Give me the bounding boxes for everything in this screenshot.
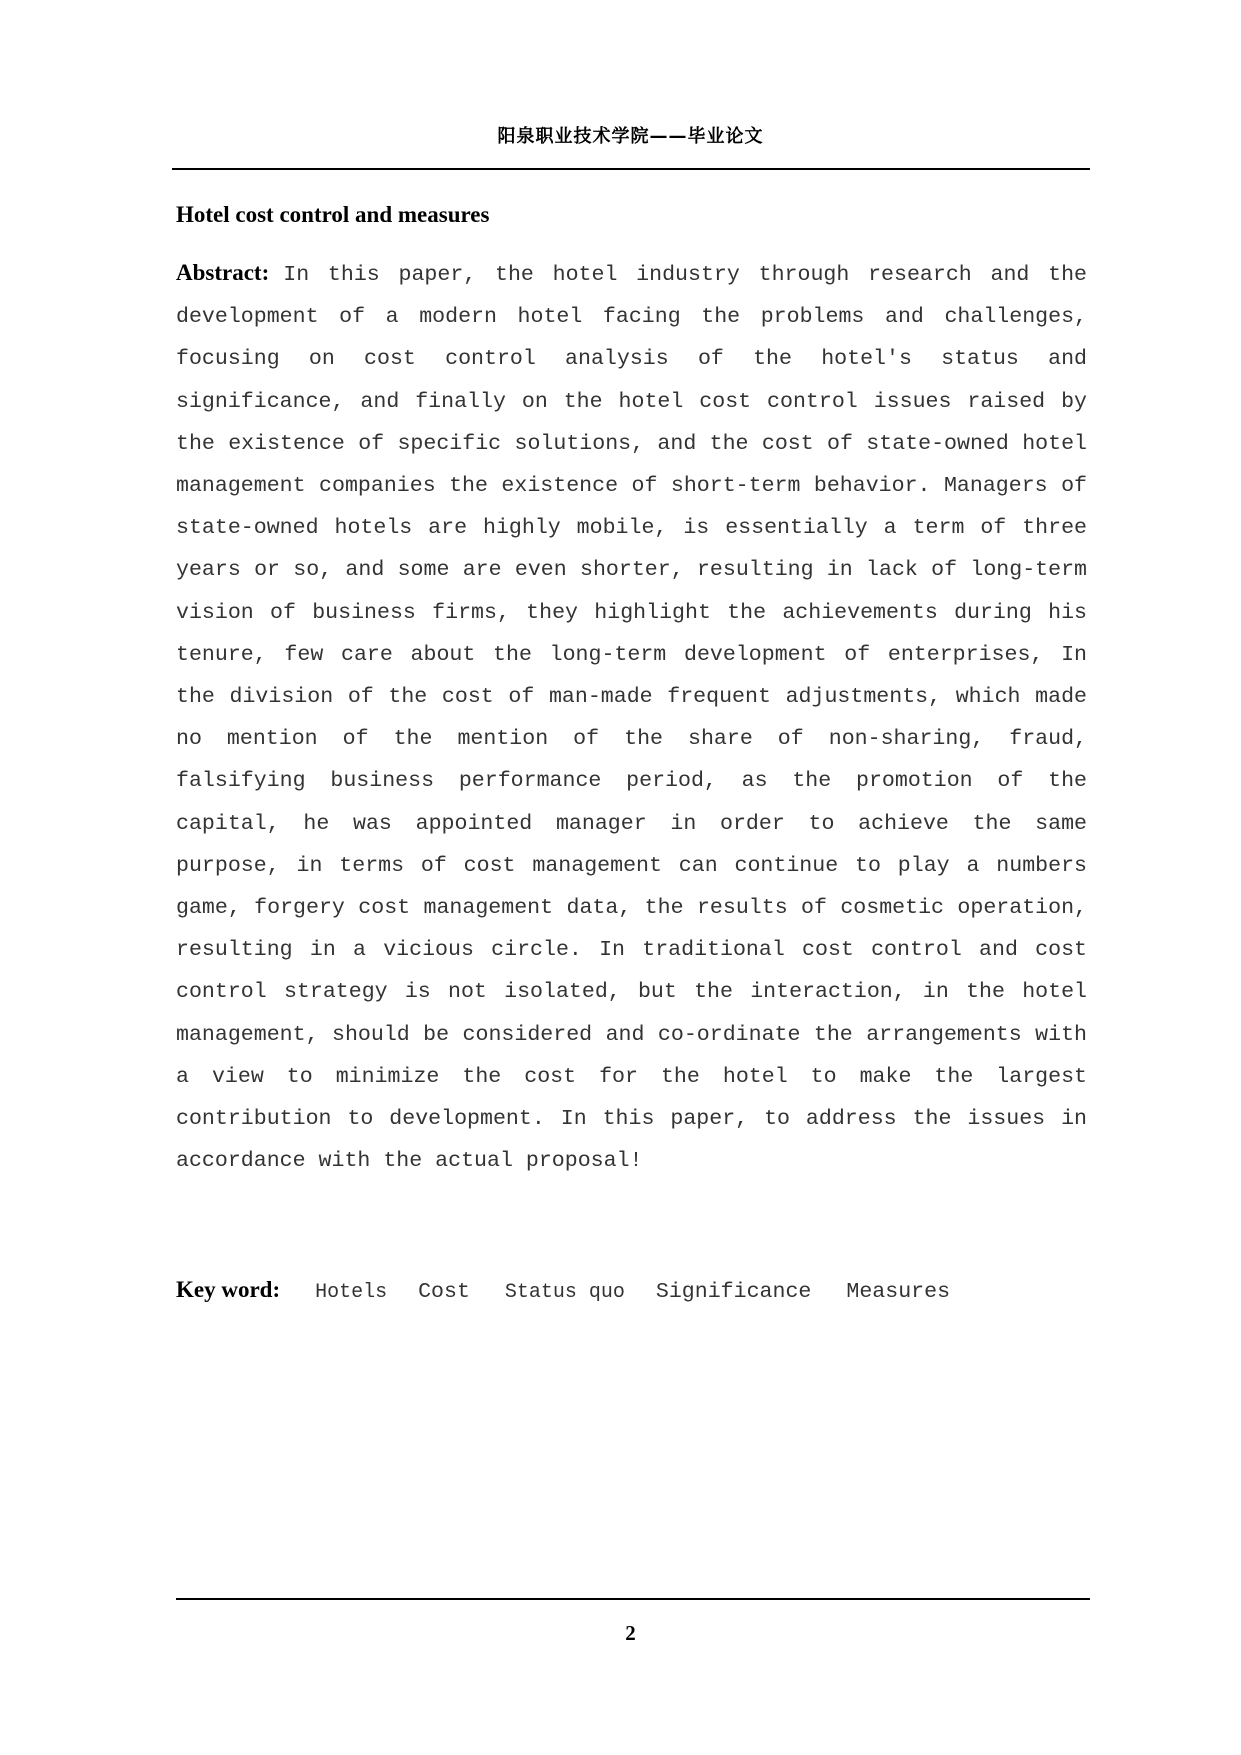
abstract-paragraph [176,252,1087,1182]
header-divider [172,168,1090,170]
keywords-line [176,1275,972,1308]
footer-divider [176,1598,1090,1600]
paper-title: Hotel cost control and measures [176,202,490,227]
keyword-item: Significance [655,1280,812,1304]
abstract-text: In this paper, the hotel industry through research and the development of a modern hotel facing the problems and challenges, focusing on cost control analysis of the hotel's status and significance, and finally on the hotel cost control issues raised by the existence of specific solutions, and the cost of state-owned hotel management companies the existence of short-term behavior. Managers of state-owned hotels are highly mobile, is essentially a term of three years or so, and some are even shorter, resulting in lack of long-term vision of business firms, they highlight the achievements during his tenure, few care about the long-term development of enterprises, In the division of the cost of man-made frequent adjustments, which made no mention of the mention of the share of non-sharing, fraud, falsifying business performance period, as the promotion of the capital, he was appointed manager in order to achieve the same purpose, in terms of cost management can continue to play a numbers game, forgery cost management data, the results of cosmetic operation, resulting in a vicious circle. In traditional cost control and cost control strategy is not isolated, but the interaction, in the hotel management, should be considered and co-ordinate the arrangements with a view to minimize the cost for the hotel to make the largest contribution to development. In this paper, to address the issues in accordance with the actual proposal! [176,263,1087,1174]
keyword-item: Hotels [315,1281,388,1304]
keyword-item: Measures [846,1280,951,1304]
keyword-item: Status quo [504,1281,625,1304]
keywords-label: Key word: [176,1277,281,1302]
page-number: 2 [625,1621,636,1645]
abstract-label: Abstract: [176,260,270,285]
page-header: 阳泉职业技术学院——毕业论文 [497,126,764,147]
keyword-item: Cost [418,1280,470,1304]
